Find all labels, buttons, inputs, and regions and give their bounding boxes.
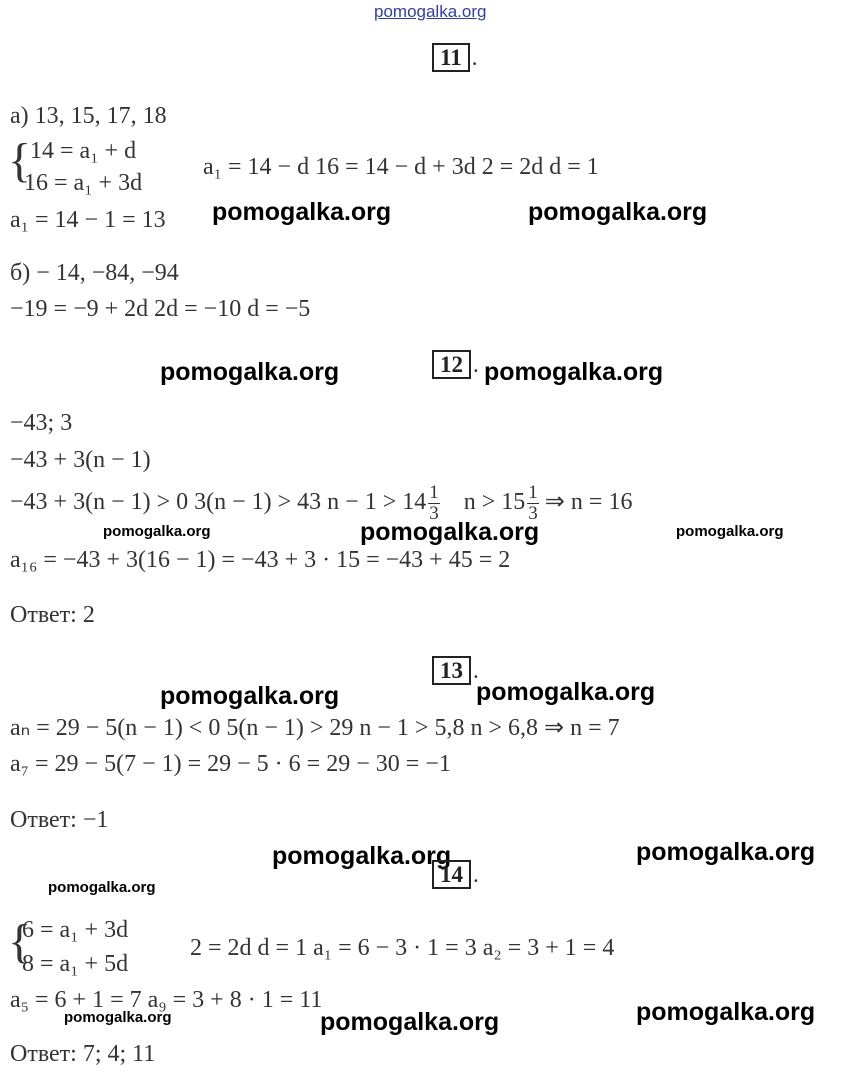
- watermark: pomogalka.org: [676, 523, 784, 540]
- p11-system-eq2: 16 = a₁ + 3d: [24, 170, 143, 196]
- p12-inequality: −43 + 3(n − 1) > 0 3(n − 1) > 43 n − 1 > 14: [10, 489, 427, 516]
- watermark: pomogalka.org: [476, 678, 656, 706]
- p12-conclusion: ⇒ n = 16: [544, 489, 633, 516]
- watermark: pomogalka.org: [103, 523, 211, 540]
- watermark: pomogalka.org: [636, 998, 816, 1026]
- problem-number-box: 11: [432, 43, 470, 72]
- watermark: pomogalka.org: [160, 682, 340, 710]
- p12-answer: Ответ: 2: [10, 602, 95, 628]
- p13-line1: aₙ = 29 − 5(n − 1) < 0 5(n − 1) > 29 n − 1 > 5,8 n > 6,8 ⇒ n = 7: [10, 715, 620, 741]
- problem-12-number: 12 .: [432, 352, 479, 378]
- p12-line2: −43 + 3(n − 1): [10, 447, 151, 473]
- watermark: pomogalka.org: [320, 1008, 500, 1036]
- problem-14-number: 14 .: [432, 862, 479, 888]
- p11-part-b-label: б) − 14, −84, −94: [10, 260, 179, 286]
- fraction: $\frac{1}{3}$: [528, 482, 538, 524]
- problem-number-box: 13: [432, 656, 471, 685]
- fraction: $\frac{1}{3}$: [429, 482, 439, 524]
- problem-11-number: 11 .: [432, 45, 477, 71]
- watermark: pomogalka.org: [160, 358, 340, 386]
- system-brace: {: [8, 134, 32, 187]
- p11-system-eq1: 14 = a₁ + d: [30, 138, 137, 164]
- p11-result: a₁ = 14 − 1 = 13: [10, 207, 166, 233]
- p12-line1: −43; 3: [10, 410, 73, 436]
- site-header-link[interactable]: pomogalka.org: [374, 2, 487, 21]
- p14-line2: a₅ = 6 + 1 = 7 a₉ = 3 + 8 · 1 = 11: [10, 987, 323, 1013]
- p14-answer: Ответ: 7; 4; 11: [10, 1041, 156, 1067]
- p13-answer: Ответ: −1: [10, 807, 109, 833]
- watermark: pomogalka.org: [528, 198, 708, 226]
- p11-part-b-line: −19 = −9 + 2d 2d = −10 d = −5: [10, 296, 311, 322]
- problem-13-number: 13 .: [432, 658, 479, 684]
- problem-number-box: 14: [432, 860, 471, 889]
- p11-part-a-label: а) 13, 15, 17, 18: [10, 103, 167, 129]
- watermark: pomogalka.org: [636, 838, 816, 866]
- watermark: pomogalka.org: [360, 518, 540, 546]
- problem-number-box: 12: [432, 350, 471, 379]
- system-brace: {: [8, 915, 32, 968]
- p11-steps: a₁ = 14 − d 16 = 14 − d + 3d 2 = 2d d = 1: [203, 154, 599, 180]
- watermark: pomogalka.org: [48, 879, 156, 896]
- watermark: pomogalka.org: [484, 358, 664, 386]
- watermark: pomogalka.org: [64, 1009, 172, 1026]
- watermark: pomogalka.org: [272, 842, 452, 870]
- p14-system-eq1: 6 = a₁ + 3d: [22, 917, 129, 943]
- watermark: pomogalka.org: [212, 198, 392, 226]
- p12-line4: a₁₆ = −43 + 3(16 − 1) = −43 + 3 · 15 = −43 + 45 = 2: [10, 547, 511, 573]
- p14-steps: 2 = 2d d = 1 a₁ = 6 − 3 · 1 = 3 a₂ = 3 + 1 = 4: [190, 935, 615, 961]
- p14-system-eq2: 8 = a₁ + 5d: [22, 951, 129, 977]
- p13-line2: a₇ = 29 − 5(7 − 1) = 29 − 5 · 6 = 29 − 30 = −1: [10, 751, 451, 777]
- p12-inequality-n: n > 15: [463, 489, 526, 516]
